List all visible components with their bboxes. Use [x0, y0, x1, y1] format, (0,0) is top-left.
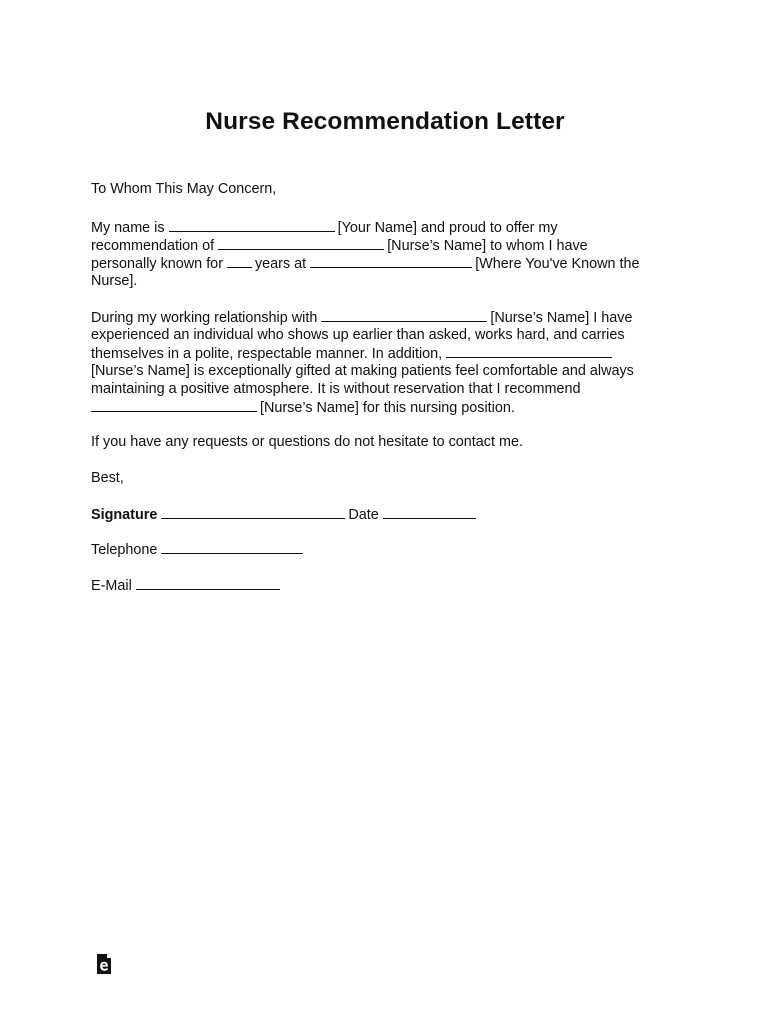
p1-line-4: Nurse]. — [91, 273, 138, 289]
email-line — [91, 576, 283, 595]
telephone-line — [91, 540, 306, 559]
document-title: Nurse Recommendation Letter — [205, 108, 565, 135]
p1-line-2: recommendation of [Nurse’s Name] to whom I have — [91, 238, 588, 254]
eforms-logo-icon — [95, 950, 113, 976]
date-blank[interactable] — [383, 505, 476, 519]
date-label: Date — [348, 507, 379, 523]
p2-line-5: maintaining a positive atmosphere. It is without reservation that I recommend — [91, 381, 581, 397]
email-blank[interactable] — [136, 576, 280, 590]
your-name-blank[interactable] — [169, 218, 335, 232]
signature-blank[interactable] — [161, 505, 345, 519]
p3-line: If you have any requests or questions do not hesitate to contact me. — [91, 434, 523, 450]
p2-line-4: [Nurse’s Name] is exceptionally gifted at making patients feel comfortable and always — [91, 363, 634, 379]
p2-line-3: themselves in a polite, respectable manner. In addition, — [91, 344, 615, 363]
where-known-blank[interactable] — [310, 254, 472, 268]
p2-line-6: [Nurse’s Name] for this nursing position. — [91, 398, 515, 417]
signature-line — [91, 505, 479, 524]
closing: Best, — [91, 470, 124, 486]
nurse-name-blank-3[interactable] — [446, 344, 612, 358]
email-label: E-Mail — [91, 578, 132, 594]
salutation: To Whom This May Concern, — [91, 181, 277, 197]
p1-line-1: My name is [Your Name] and proud to offer my — [91, 220, 558, 236]
nurse-name-blank-2[interactable] — [321, 308, 487, 322]
p1-line-3: personally known for years at [Where You've Known the — [91, 256, 640, 272]
years-blank[interactable] — [227, 254, 252, 268]
signature-label: Signature — [91, 507, 158, 523]
p2-line-2: experienced an individual who shows up earlier than asked, works hard, and carries — [91, 327, 625, 343]
p2-line-1: During my working relationship with [Nurse’s Name] I have — [91, 310, 633, 326]
telephone-label: Telephone — [91, 542, 158, 558]
telephone-blank[interactable] — [161, 540, 303, 554]
nurse-name-blank-4[interactable] — [91, 398, 257, 412]
nurse-name-blank-1[interactable] — [218, 236, 384, 250]
